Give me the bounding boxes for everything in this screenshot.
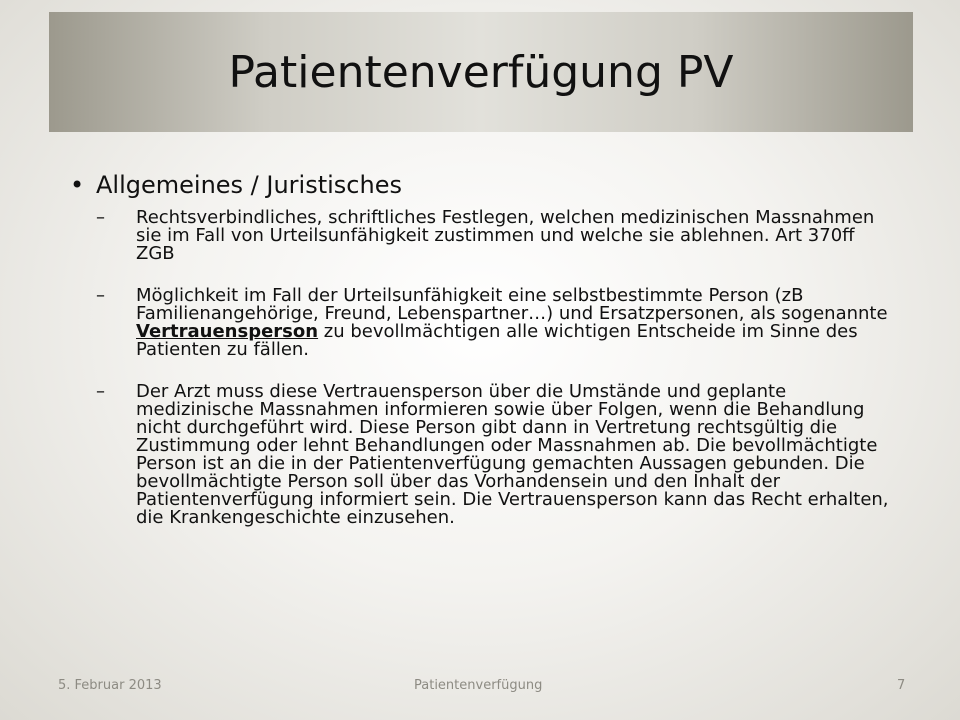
footer-date: 5. Februar 2013 [58,678,162,693]
sub-item-3-text: Der Arzt muss diese Vertrauensperson über die Umstände und geplante medizinische Massnahmen informieren sowie über Folgen, wenn die Behandlung nicht durchgeführt wird. Diese Person gibt dann in Vertretung rechtsgültig die Zustimmung oder lehnt Behandlungen oder Massnahmen ab. Die bevollmächtigte Person ist an die in der Patientenverfügung gemachten Aussagen gebunden. Die bevollmächtigte Person soll über das Vorhandensein und den Inhalt der Patientenverfügung informiert sein. Die Vertrauensperson kann das Recht erhalten, die Krankengeschichte einzusehen. [136,381,889,528]
slide-content [70,165,930,551]
sub-item-1 [96,209,930,263]
dash-icon: – [96,207,105,228]
title-bar [49,12,913,132]
sub-item-2 [96,287,930,359]
footer-title: Patientenverfügung [414,678,543,693]
vertrauensperson-emphasis: Vertrauensperson [136,321,319,342]
page-number: 7 [897,678,906,693]
main-bullet [70,165,930,205]
sub-item-2-text [136,287,896,359]
sub-item-1-text: Rechtsverbindliches, schriftliches Festlegen, welchen medizinischen Massnahmen sie im Fall von Urteilsunfähigkeit zustimmen und welche sie ablehnen. Art 370ff ZGB [136,207,875,264]
sub-item-2-text-after: zu bevollmächtigen alle wichtigen Entscheide im Sinne des Patienten zu fällen. [136,321,858,360]
dash-icon: – [96,285,105,306]
slide-title: Patientenverfügung PV [228,46,734,98]
sub-list [70,209,930,527]
main-bullet-text: Allgemeines / Juristisches [96,171,402,199]
bullet-dot-icon: • [70,171,85,199]
sub-item-2-text-before: Möglichkeit im Fall der Urteilsunfähigkeit eine selbstbestimmte Person (zB Familienangehörige, Freund, Lebenspartner…) und Ersatzpersonen, als sogenannte [136,285,888,324]
sub-item-3 [96,383,930,527]
dash-icon: – [96,381,105,402]
